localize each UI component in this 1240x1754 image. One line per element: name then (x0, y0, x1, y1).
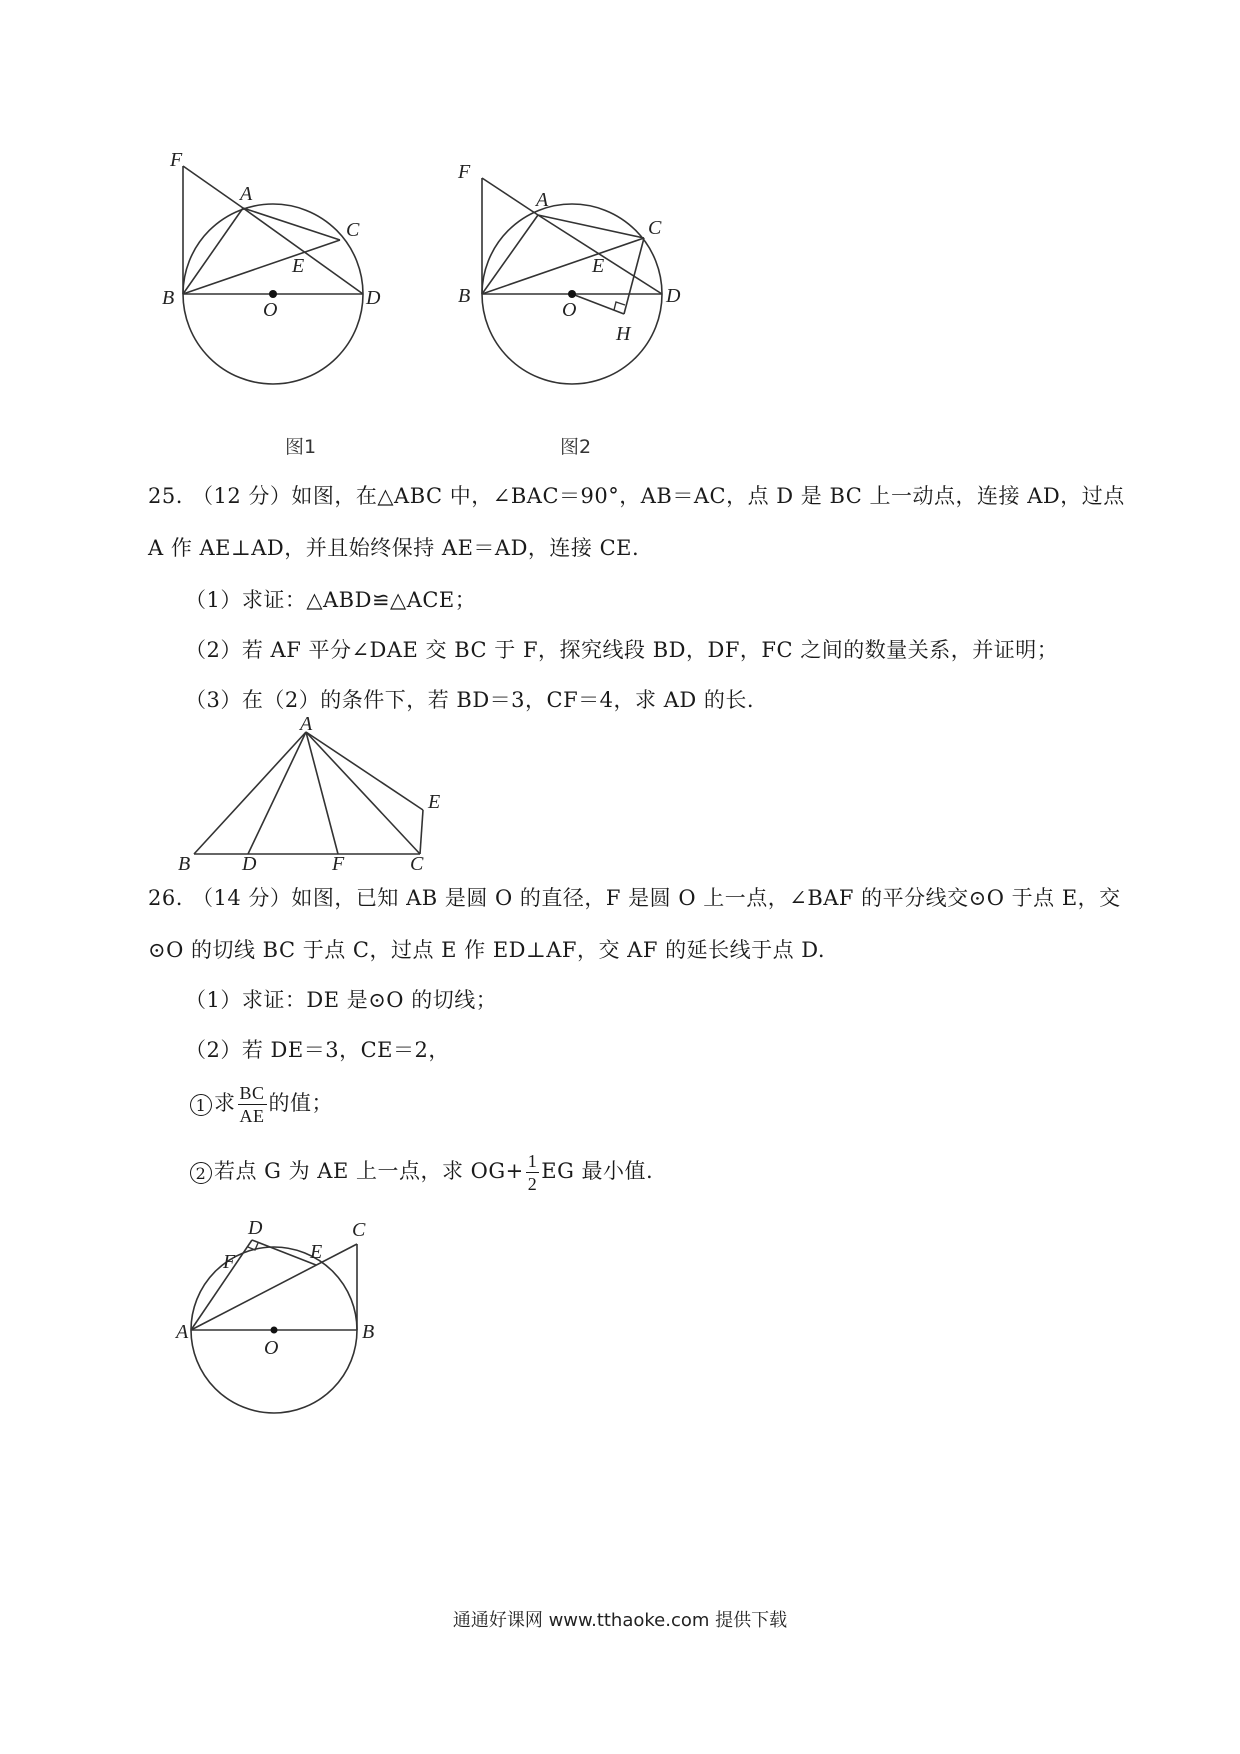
q26-stem-2: ⊙O 的切线 BC 于点 C，过点 E 作 ED⊥AF，交 AF 的延长线于点 D. (148, 938, 826, 962)
figure-2-caption: 图2 (560, 436, 592, 458)
fraction-bc-ae (238, 1082, 267, 1127)
label-D: D (248, 1217, 263, 1239)
q26-sub1 (190, 1082, 333, 1127)
figure-q26 (178, 1206, 388, 1416)
q25-number: 25. (148, 484, 183, 508)
q26-number: 26. (148, 886, 183, 910)
q25-stem-2: A 作 AE⊥AD，并且始终保持 AE＝AD，连接 CE. (148, 536, 640, 560)
q26-sub2 (190, 1150, 653, 1195)
q26-line2 (148, 934, 825, 966)
label-C: C (352, 1219, 366, 1241)
label-O: O (263, 299, 278, 321)
q25-stem-1: （12 分）如图，在△ABC 中，∠BAC＝90°，AB＝AC，点 D 是 BC 上一动点，连接 AD，过点 (192, 484, 1125, 508)
q25-line2 (148, 532, 639, 564)
label-D: D (366, 287, 381, 309)
q26-sub2-post: EG 最小值. (541, 1159, 654, 1183)
fraction-numerator: BC (239, 1083, 265, 1103)
label-C: C (648, 217, 662, 239)
q25-part1: （1）求证：△ABD≌△ACE； (185, 588, 477, 612)
label-B: B (178, 853, 191, 875)
q26-sub1-pre: 求 (214, 1091, 236, 1115)
label-B: B (162, 287, 175, 309)
label-D: D (242, 853, 257, 875)
fraction-numerator: 1 (527, 1151, 538, 1171)
label-C: C (346, 219, 360, 241)
q26-line1 (148, 882, 1121, 914)
label-H: H (616, 323, 631, 345)
label-C: C (410, 853, 424, 875)
label-E: E (310, 1241, 323, 1263)
figure-1 (162, 149, 420, 410)
label-A: A (240, 183, 253, 205)
label-D: D (666, 285, 681, 307)
label-A: A (300, 713, 313, 735)
label-F: F (223, 1251, 236, 1273)
label-E: E (292, 255, 305, 277)
fraction-denominator: 2 (527, 1174, 538, 1194)
circled-number-2: 2 (190, 1162, 212, 1184)
q26-stem-1: （14 分）如图，已知 AB 是圆 O 的直径，F 是圆 O 上一点，∠BAF 的平分线交⊙O 于点 E，交 (192, 886, 1121, 910)
q26-part1: （1）求证：DE 是⊙O 的切线； (185, 988, 498, 1012)
page-footer: 通通好课网 www.tthaoke.com 提供下载 (452, 1610, 788, 1631)
label-E: E (592, 255, 605, 277)
label-B: B (458, 285, 471, 307)
label-F: F (170, 149, 183, 171)
q26-sub2-pre: 若点 G 为 AE 上一点，求 OG+ (214, 1159, 524, 1183)
label-A: A (536, 189, 549, 211)
figure-1-caption: 图1 (285, 436, 317, 458)
q26-sub1-post: 的值； (268, 1091, 334, 1115)
circled-number-1: 1 (190, 1094, 212, 1116)
figure-2 (458, 150, 698, 410)
figure-q25 (170, 713, 450, 875)
q25-part2: （2）若 AF 平分∠DAE 交 BC 于 F，探究线段 BD，DF，FC 之间的数量关系，并证明； (185, 638, 1059, 662)
q25-part3: （3）在（2）的条件下，若 BD＝3，CF＝4，求 AD 的长. (185, 688, 755, 712)
q26-part2: （2）若 DE＝3，CE＝2， (185, 1038, 450, 1062)
label-E: E (428, 791, 441, 813)
label-F: F (458, 161, 471, 183)
q25-line1 (148, 480, 1125, 512)
label-F: F (332, 853, 345, 875)
label-B: B (362, 1321, 375, 1343)
fraction-one-half (526, 1150, 540, 1195)
fraction-denominator: AE (239, 1106, 265, 1126)
label-O: O (264, 1337, 279, 1359)
label-A: A (176, 1321, 189, 1343)
label-O: O (562, 299, 577, 321)
